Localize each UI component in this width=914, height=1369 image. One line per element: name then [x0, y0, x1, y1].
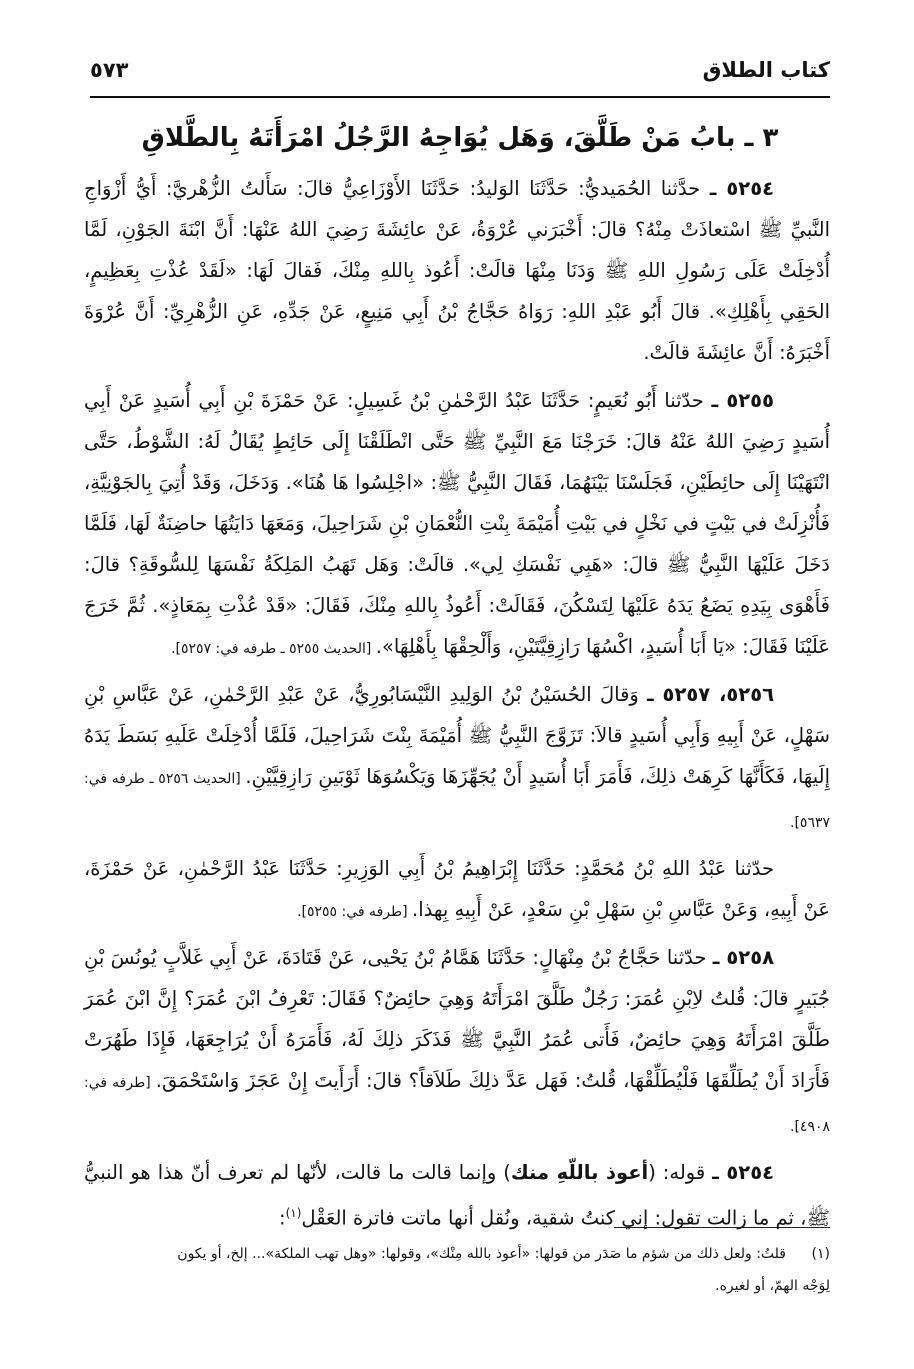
hadith-number: ٥٢٥٦، ٥٢٥٧ ـ — [647, 683, 774, 706]
footnote-line — [84, 1238, 830, 1270]
hadith-text: حدّثنا حَجَّاجُ بْنُ مِنْهَالٍ: حَدَّثَنَا هَمَّامُ بْنُ يَحْيى، عَنْ قَتَادَةَ، عَنْ أَبِي غَلاَّبٍ يُونُسَ بْنِ جُبَيرٍ قالَ: قُلتُ لاِبْنِ عُمَرَ: رَجُلٌ طَلَّقَ امْرَأَتَهُ وَهِيَ حائِضٌ؟ فَقَالَ: تَعْرِفُ ابْنَ عُمَرَ؟ إِنَّ ابْنَ عُمَرَ طَلَّقَ امْرَأَتَهُ وَهِيَ حائِضٌ، فَأَتى عُمَرُ النَّبِيَّ ﷺ فَذَكَرَ ذلِكَ لَهُ، فَأَمَرَهُ أَنْ يُرَاجِعَهَا، فَإِذَا طَهُرَتْ فَأَرَادَ أَنْ يُطَلِّقَهَا فَلْيُطَلِّقْهَا، قُلتُ: فَهَل عَدَّ ذلِكَ طَلاَقاً؟ قالَ: أَرَأَيتَ إِنْ عَجَزَ وَاسْتَحْمَقَ. — [84, 946, 830, 1092]
commentary-tail: : — [279, 1206, 286, 1230]
footnote-marker: (١) — [285, 1206, 302, 1220]
hadith-paragraph — [84, 848, 830, 933]
footnote-text: لِوَجْه الهمّ، أو لغيره. — [715, 1278, 830, 1294]
commentary-number: ٥٢٥٤ ـ — [712, 1161, 774, 1184]
hadith-number: ٥٢٥٥ ـ — [711, 389, 774, 412]
hadith-paragraph — [84, 168, 830, 376]
hadith-number: ٥٢٥٤ ـ — [709, 177, 774, 200]
page-header — [90, 52, 830, 92]
hadith-text: حدّثنا عَبْدُ اللهِ بْنُ مُحَمَّدٍ: حَدَّثَنَا إِبْرَاهِيمُ بْنُ أَبِي الوَزِيرِ: حَدَّثَنَا عَبْدُ الرَّحْمٰنِ، عَنْ حَمْزَةَ، عَنْ أَبِيهِ، وَعَنْ عَبَّاسِ بْنِ سَهْلِ بْنِ سَعْدٍ، عَنْ أَبِيهِ بِهذا. — [84, 857, 830, 921]
hadith-reference: [الحديث ٥٢٥٥ ـ طرفه في: ٥٢٥٧]. — [171, 641, 376, 657]
page-number: ٥٧٣ — [90, 58, 129, 82]
chapter-title: ٣ ـ بابُ مَنْ طَلَّقَ، وَهَل يُوَاجِهُ الرَّجُلُ امْرَأَتَهُ بِالطَّلاقِ — [141, 123, 779, 153]
hadith-reference: [طرفه في: ٥٢٥٥]. — [297, 904, 413, 920]
hadith-reference: [الحديث ٥٢٥٦ ـ طرفه في: ٥٦٣٧]. — [84, 771, 830, 831]
footnote-line — [84, 1270, 830, 1302]
commentary-text: ) وإنما قالت ما قالت، لأنّها لم تعرف أنّ هذا هو النبيُّ ﷺ، ثم ما زالت تقول: إني كنتُ شقية، ونُقل أنها ماتت فاترة العَقْل — [84, 1161, 830, 1230]
footnote-number: (١) — [811, 1246, 830, 1262]
hadith-text: حدّثنا أَبُو نُعَيمٍ: حَدَّثَنَا عَبْدُ الرَّحْمٰنِ بْنُ غَسِيلٍ: عَنْ حَمْزَةَ بْنِ أَبِي أُسَيدٍ عَنْ أَبِي أُسَيدٍ رَضِيَ اللهُ عَنْهُ قالَ: خَرَجْنَا مَعَ النَّبِيِّ ﷺ حَتَّى انْطَلَقْنَا إِلَى حَائِطٍ يُقَالُ لَهُ: الشَّوْطُ، حَتَّى انْتَهَيْنَا إِلَى حائِطَيْنِ، فَجَلَسْنَا بَيْنَهُمَا، فَقَالَ النَّبِيُّ ﷺ: «اجْلِسُوا هَا هُنَا». وَدَخَلَ، وَقَدْ أُتِيَ بِالجَوْنِيَّةِ، فَأُنْزِلَتْ في بَيْتٍ في نَخْلٍ في بَيْتِ أُمَيْمَةَ بِنْتِ النُّعْمَانِ بْنِ شَرَاحِيلَ، وَمَعَهَا دَايَتُهَا حاضِنَةٌ لَهَا، فَلَمَّا دَخَلَ عَلَيْهَا النَّبِيُّ ﷺ قالَ: «هَبِي نَفْسَكِ لِي». قالَتْ: وَهَل تَهَبُ المَلِكَةُ نَفْسَهَا لِلسُّوقَةِ؟ قالَ: فَأَهْوَى بِيَدِهِ يَضَعُ يَدَهُ عَلَيْهَا لِتَسْكُنَ، فَقَالَتْ: أَعُوذُ بِاللهِ مِنْكَ، فَقَالَ: «قَدْ عُذْتِ بِمَعَاذٍ». ثُمَّ خَرَجَ عَلَيْنَا فَقَالَ: «يَا أَبَا أُسَيدٍ، اكْسُهَا رَازِقِيَّتَيْنِ، وَأَلْحِقْهَا بِأَهْلِهَا». — [84, 389, 830, 658]
hadith-paragraph — [84, 937, 830, 1148]
hadith-paragraph — [84, 380, 830, 670]
hadith-paragraph — [84, 674, 830, 844]
hadith-text: وَقالَ الحُسَيْنُ بْنُ الوَلِيدِ النَّيْسَابُورِيُّ، عَنْ عَبْدِ الرَّحْمٰنِ، عَنْ عَبَّاسِ بْنِ سَهْلٍ، عَنْ أَبِيهِ وَأَبِي أُسَيدٍ قالاَ: تَزَوَّجَ النَّبِيُّ ﷺ أُمَيْمَةَ بِنْتَ شَرَاحِيلَ، فَلَمَّا أُدْخِلَتْ عَلَيهِ بَسَطَ يَدَهُ إِلَيهَا، فَكَأَنَّهَا كَرِهَتْ ذلِكَ، فَأَمَرَ أَبَا أُسَيدٍ أَنْ يُجَهِّزَهَا وَيَكْسُوَهَا ثَوْبَينِ رَازِقِيَّيْنِ. — [84, 683, 830, 788]
body-text — [84, 168, 830, 1243]
hadith-number: ٥٢٥٨ ـ — [712, 946, 774, 969]
commentary-quote: أعوذ باللّهِ منك — [510, 1161, 649, 1184]
footnote-rule — [614, 1227, 830, 1228]
commentary-paragraph — [84, 1152, 830, 1239]
hadith-text: حدَّثنا الحُمَيديُّ: حَدَّثَنَا الوَليدُ: حَدَّثَنَا الأَوْزَاعِيُّ قالَ: سَأَلتُ الزُّهْريَّ: أَيُّ أَزْوَاجِ النَّبيِّ ﷺ اسْتعاذَتْ مِنْهُ؟ قالَ: أَخْبَرَني عُرْوَةُ، عَنْ عائِشَةَ رَضِيَ اللهُ عَنْهَا: أَنَّ ابْنَةَ الجَوْنِ، لَمَّا أُدْخِلَتْ عَلَى رَسُولِ اللهِ ﷺ وَدَنَا مِنْهَا قالَتْ: أَعُوذ بِاللهِ مِنْكَ، فَقالَ لَهَا: «لَقَدْ عُذْتِ بِعَظِيمٍ، الحَقِي بِأَهْلِكِ». قالَ أَبُو عَبْدِ اللهِ: رَوَاهُ حَجَّاجُ بْنُ أَبِي مَنِيعٍ، عَنْ جَدِّهِ، عَنِ الزُّهْرِيِّ: أَنَّ عُرْوَةَ أَخْبَرَهُ: أَنَّ عائِشَةَ قالَتْ. — [84, 177, 830, 364]
hadith-reference: [طرفه في: ٤٩٠٨]. — [84, 1075, 830, 1135]
running-title: كتاب الطلاق — [702, 58, 830, 82]
commentary-lead: قوله: ( — [648, 1161, 713, 1184]
header-rule — [90, 96, 830, 98]
footnote — [84, 1238, 830, 1302]
footnote-text: قلتُ: ولعل ذلك من شؤم ما صَدَر من قولها: «أعوذ بالله مِنْك»، وقولها: «وهل تهب الملكة»... إلخ، أو يكون — [177, 1246, 786, 1262]
